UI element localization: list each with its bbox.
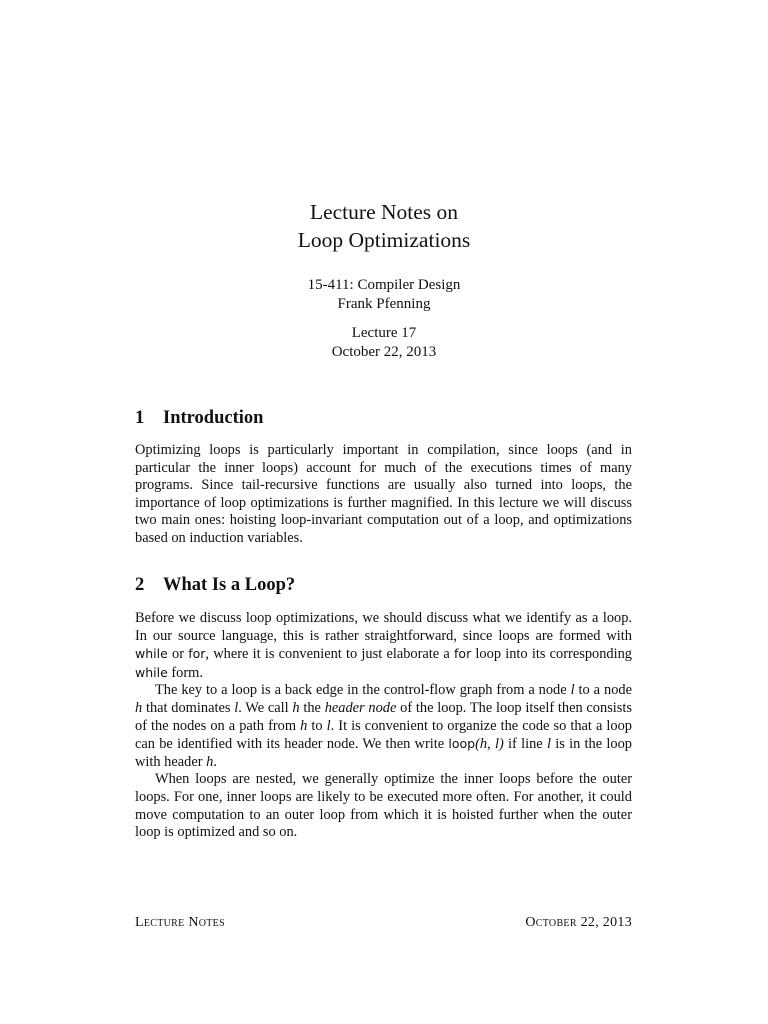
math-l: l [234,699,239,716]
title-block [0,198,768,362]
section-1-heading [135,406,632,430]
author-name: Frank Pfenning [337,296,431,312]
math-h: h [206,753,214,770]
lecture-date: October 22, 2013 [331,344,437,360]
math-l: l [546,736,551,753]
course-name: 15-411: Compiler Design [307,277,461,293]
keyword-for: for [188,646,206,662]
section-1-paragraph: Optimizing loops is particularly important in compilation, since loops (and in particular the inner loops) account for much of the executions times of many programs. Since tail-recursive functions are usually also turned into loops, the importance of loop optimizations is further magnified. In this lecture we will discuss two main ones: hoisting loop-invariant computation out of a loop, and optimizations based on induction variables. [135,442,632,546]
section-1-number: 1 [135,408,145,428]
section-2-number: 2 [135,575,145,595]
loop-function-args: (h, l) [475,736,504,753]
section-2-heading [135,573,632,597]
section-2-paragraph-3: When loops are nested, we generally optimize the inner loops before the outer loops. For one, inner loops are likely to be executed more often. For another, it could move computation to an outer loop from which it is hoisted further when the outer loop is optimized and so on. [135,771,632,841]
footer-left: Lecture Notes [135,915,225,930]
section-2-body [135,610,632,842]
title-line-1: Lecture Notes on [309,200,459,224]
math-h: h [300,717,308,734]
math-h: h [135,699,143,716]
section-1-body [135,442,632,548]
keyword-while: while [135,646,168,662]
keyword-for: for [454,646,472,662]
title-line-2: Loop Optimizations [297,228,471,252]
loop-function-name: loop [448,736,476,752]
math-l: l [570,682,575,699]
page-footer [135,915,632,931]
keyword-while: while [135,664,168,680]
lecture-number: Lecture 17 [351,325,417,341]
footer-right: October 22, 2013 [525,915,632,930]
math-h: h [292,699,300,716]
section-2-paragraph-1: Before we discuss loop optimizations, we should discuss what we identify as a loop. In our source language, this is rather straightforward, since loops are formed with while or for, where it is convenient to just elaborate a for loop into its corresponding while form. [135,610,632,681]
math-l: l [326,717,331,734]
section-2-title: What Is a Loop? [163,575,296,595]
section-2-paragraph-2: The key to a loop is a back edge in the control-flow graph from a node l to a node h that dominates l. We call h the header node of the loop. The loop itself then consists of the nodes on a path from h to l. It is convenient to organize the code so that a loop can be identified with its header node. We then write loop(h, l) if line l is in the loop with header h. [135,682,633,770]
section-1-title: Introduction [163,408,264,428]
emphasis-header-node: header node [324,699,397,716]
